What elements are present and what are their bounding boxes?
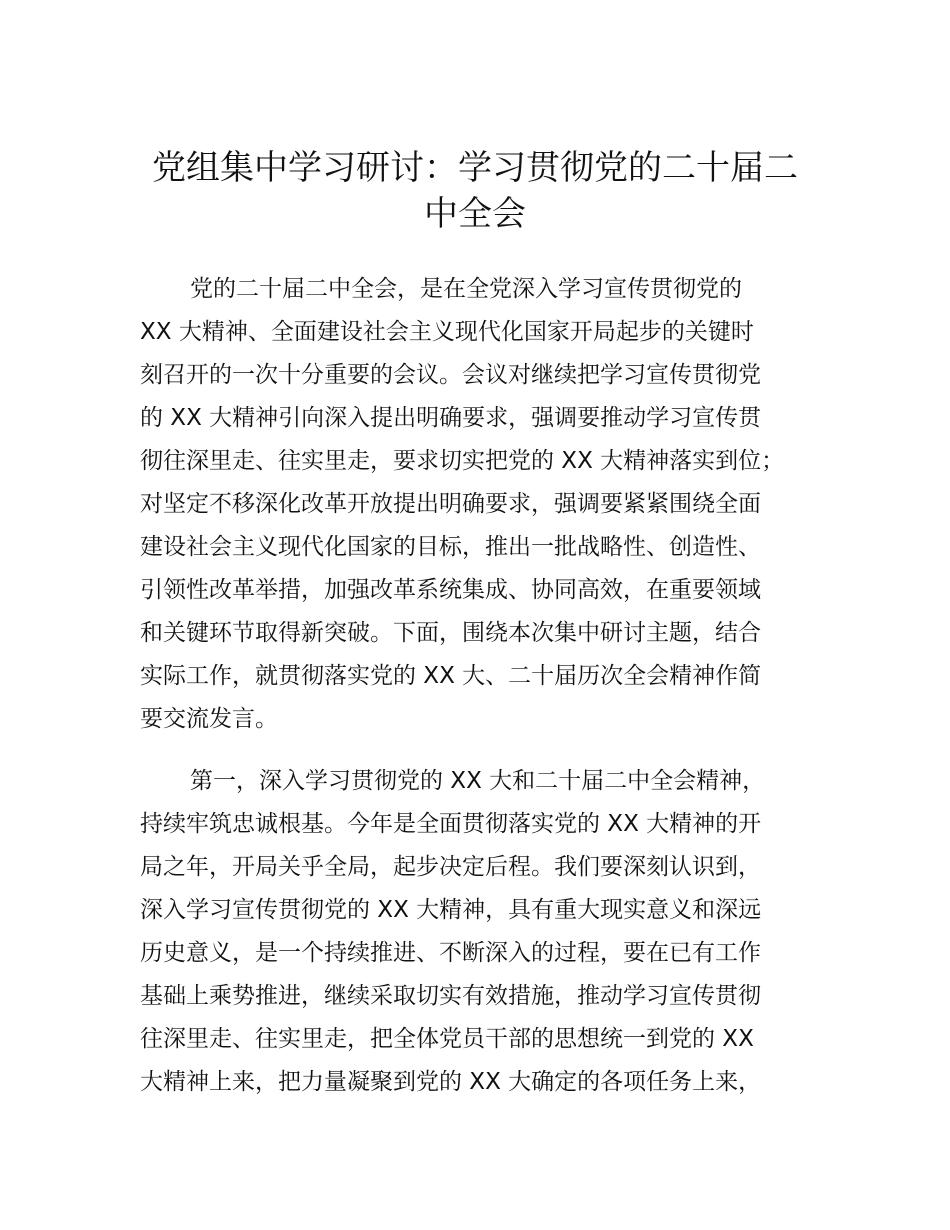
paragraph-line: 往深里走、往实里走，把全体党员干部的思想统一到党的 XX	[140, 1026, 754, 1052]
paragraph-line: 局之年，开局关乎全局，起步决定后程。我们要深刻认识到，	[140, 854, 761, 880]
paragraph-line: 持续牢筑忠诚根基。今年是全面贯彻落实党的 XX 大精神的开	[140, 811, 762, 837]
paragraph-line: 对坚定不移深化改革开放提出明确要求，强调要紧紧围绕全面	[140, 491, 761, 517]
paragraph-line: 党的二十届二中全会，是在全党深入学习宣传贯彻党的	[190, 276, 742, 302]
paragraph-line: XX 大精神、全面建设社会主义现代化国家开局起步的关键时	[140, 319, 754, 345]
paragraph-line: 要交流发言。	[140, 706, 278, 732]
paragraph-line: 的 XX 大精神引向深入提出明确要求，强调要推动学习宣传贯	[140, 405, 762, 431]
paragraph-line: 深入学习宣传贯彻党的 XX 大精神，具有重大现实意义和深远	[140, 897, 762, 923]
paragraph-line: 和关键环节取得新突破。下面，围绕本次集中研讨主题，结合	[140, 620, 761, 646]
paragraph-2	[140, 760, 820, 1104]
paragraph-line: 第一，深入学习贯彻党的 XX 大和二十届二中全会精神，	[190, 768, 766, 794]
paragraph-line: 基础上乘势推进，继续采取切实有效措施，推动学习宣传贯彻	[140, 983, 761, 1009]
paragraph-line: 引领性改革举措，加强改革系统集成、协同高效，在重要领域	[140, 577, 761, 603]
paragraph-line: 建设社会主义现代化国家的目标，推出一批战略性、创造性、	[140, 534, 761, 560]
paragraph-line: 彻往深里走、往实里走，要求切实把党的 XX 大精神落实到位；	[140, 448, 785, 474]
paragraph-line: 大精神上来，把力量凝聚到党的 XX 大确定的各项任务上来，	[140, 1069, 762, 1095]
paragraph-line: 历史意义，是一个持续推进、不断深入的过程，要在已有工作	[140, 940, 761, 966]
paragraph-line: 刻召开的一次十分重要的会议。会议对继续把学习宣传贯彻党	[140, 362, 761, 388]
paragraph-1	[140, 268, 820, 741]
document-title	[140, 145, 810, 237]
title-line-2: 中全会	[424, 194, 526, 234]
paragraph-line: 实际工作，就贯彻落实党的 XX 大、二十届历次全会精神作简	[140, 663, 762, 689]
title-line-1: 党组集中学习研讨：学习贯彻党的二十届二	[152, 148, 798, 188]
